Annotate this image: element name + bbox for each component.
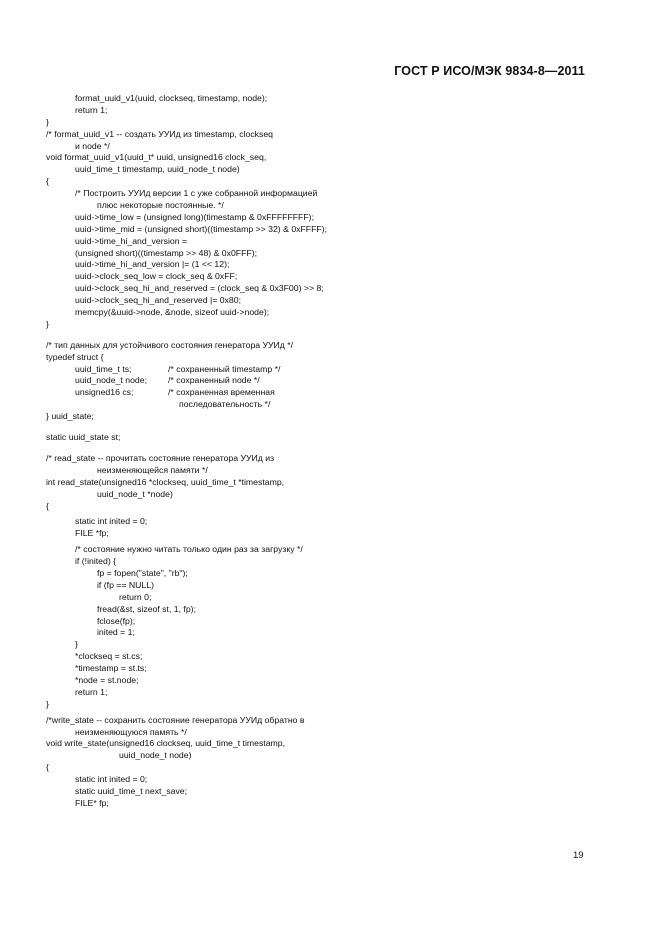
code-line xyxy=(46,699,616,711)
code-text: return 1; xyxy=(75,686,108,697)
code-line xyxy=(46,176,616,188)
code-line xyxy=(46,592,616,604)
code-text: typedef struct { xyxy=(46,351,104,362)
code-text: uuid->time_low = (unsigned long)(timestamp & 0xFFFFFFFF); xyxy=(75,211,314,222)
code-line xyxy=(46,616,616,628)
code-text: { xyxy=(46,500,49,511)
code-text: uuid->time_hi_and_version |= (1 << 12); xyxy=(75,259,230,270)
code-line xyxy=(46,399,616,411)
code-text: uuid_node_t *node) xyxy=(97,488,173,499)
code-line xyxy=(46,200,616,212)
code-line xyxy=(46,387,616,399)
line-gap xyxy=(46,444,616,453)
code-text: /* read_state -- прочитать состояние генератора УУИд из xyxy=(46,452,275,463)
code-text: uuid->clock_seq_hi_and_reserved = (clock_seq & 0x3F00) >> 8; xyxy=(75,283,324,294)
code-line xyxy=(46,556,616,568)
code-text: } uuid_state; xyxy=(46,411,94,422)
code-text: uuid->time_hi_and_version = xyxy=(75,235,188,246)
code-line xyxy=(46,738,616,750)
code-text: и node */ xyxy=(75,140,110,151)
code-line xyxy=(46,271,616,283)
code-line xyxy=(46,580,616,592)
code-line xyxy=(46,544,616,556)
code-line xyxy=(46,93,616,105)
line-gap xyxy=(46,423,616,432)
code-text: return 1; xyxy=(75,104,108,115)
code-line xyxy=(46,411,616,423)
code-line xyxy=(46,340,616,352)
code-text: static uuid_state st; xyxy=(46,432,121,443)
code-text: inited = 1; xyxy=(97,627,135,638)
code-text: if (fp == NULL) xyxy=(97,579,154,590)
document-header: ГОСТ Р ИСО/МЭК 9834-8—2011 xyxy=(394,64,585,78)
code-text: /* тип данных для устойчивого состояния генератора УУИд */ xyxy=(46,339,294,350)
code-text: void write_state(unsigned16 clockseq, uuid_time_t timestamp, xyxy=(46,738,286,749)
code-text: /* Построить УУИд версии 1 с уже собранной информацией xyxy=(75,188,318,199)
code-line xyxy=(46,687,616,699)
code-text: FILE *fp; xyxy=(75,528,109,539)
code-text: /*write_state -- сохранить состояние генератора УУИд обратно в xyxy=(46,714,305,725)
code-text: } xyxy=(46,318,49,329)
code-line xyxy=(46,283,616,295)
code-line xyxy=(46,212,616,224)
code-line xyxy=(46,307,616,319)
code-line xyxy=(46,117,616,129)
code-text: format_uuid_v1(uuid, clockseq, timestamp, node); xyxy=(75,93,268,103)
code-line xyxy=(46,774,616,786)
code-text: fread(&st, sizeof st, 1, fp); xyxy=(97,603,196,614)
code-text: memcpy(&uuid->node, &node, sizeof uuid->node); xyxy=(75,307,270,318)
code-line xyxy=(46,604,616,616)
code-line xyxy=(46,105,616,117)
code-line xyxy=(46,224,616,236)
code-text: *clockseq = st.cs; xyxy=(75,651,143,662)
code-line xyxy=(46,364,616,376)
code-text: uuid_time_t timestamp, uuid_node_t node) xyxy=(75,164,240,175)
code-line xyxy=(46,715,616,727)
code-text: *timestamp = st.ts; xyxy=(75,663,147,674)
code-text: FILE* fp; xyxy=(75,797,109,808)
code-text: (unsigned short)((timestamp >> 48) & 0x0FFF); xyxy=(75,247,258,258)
code-text: void format_uuid_v1(uuid_t* uuid, unsigned16 clock_seq, xyxy=(46,152,267,163)
code-line xyxy=(46,627,616,639)
code-text: /* format_uuid_v1 -- создать УУИд из timestamp, clockseq xyxy=(46,128,274,139)
code-line xyxy=(46,798,616,810)
code-listing xyxy=(46,93,616,810)
code-text: fclose(fp); xyxy=(97,615,136,626)
code-text: unsigned16 cs; xyxy=(75,387,134,398)
code-line xyxy=(46,465,616,477)
code-text: uuid->clock_seq_low = clock_seq & 0xFF; xyxy=(75,271,238,282)
code-line xyxy=(46,152,616,164)
code-line xyxy=(46,675,616,687)
code-line xyxy=(46,516,616,528)
code-text: static int inited = 0; xyxy=(75,516,148,527)
code-line xyxy=(46,236,616,248)
code-line xyxy=(46,762,616,774)
code-text: int read_state(unsigned16 *clockseq, uuid_time_t *timestamp, xyxy=(46,476,285,487)
code-line xyxy=(46,639,616,651)
code-text: /* состояние нужно читать только один раз за загрузку */ xyxy=(75,544,303,555)
code-text: static uuid_time_t next_save; xyxy=(75,785,188,796)
code-line xyxy=(46,375,616,387)
code-text: { xyxy=(46,762,49,773)
code-line xyxy=(46,501,616,513)
code-text: плюс некоторые постоянные. */ xyxy=(97,200,224,211)
code-line xyxy=(46,477,616,489)
code-line xyxy=(46,352,616,364)
code-text: } xyxy=(46,116,49,127)
code-line xyxy=(46,568,616,580)
code-text: if (!inited) { xyxy=(75,556,117,567)
code-line xyxy=(46,141,616,153)
code-line xyxy=(46,432,616,444)
code-text: uuid_node_t node; xyxy=(75,375,147,386)
code-line xyxy=(46,786,616,798)
code-text: { xyxy=(46,176,49,187)
code-text: } xyxy=(46,698,49,709)
code-line xyxy=(46,727,616,739)
code-line xyxy=(46,188,616,200)
code-comment: /* сохраненный node */ xyxy=(168,375,260,386)
code-comment: /* сохраненный timestamp */ xyxy=(168,363,281,374)
code-line xyxy=(46,651,616,663)
code-line xyxy=(46,528,616,540)
code-text: fp = fopen("state", "rb"); xyxy=(97,567,188,578)
code-line xyxy=(46,319,616,331)
code-line xyxy=(46,259,616,271)
code-line xyxy=(46,453,616,465)
code-text: неизменяющейся памяти */ xyxy=(97,464,208,475)
code-line xyxy=(46,750,616,762)
code-text: uuid->clock_seq_hi_and_reserved |= 0x80; xyxy=(75,295,241,306)
code-text: uuid_node_t node) xyxy=(119,750,192,761)
code-comment: /* сохраненная временная xyxy=(168,387,275,398)
code-line xyxy=(46,663,616,675)
code-line xyxy=(46,295,616,307)
code-line xyxy=(46,489,616,501)
code-text: *node = st.node; xyxy=(75,674,139,685)
code-text: } xyxy=(75,639,78,650)
code-line xyxy=(46,129,616,141)
code-line xyxy=(46,248,616,260)
code-text: static int inited = 0; xyxy=(75,774,148,785)
code-text: неизменяющуюся память */ xyxy=(75,726,187,737)
code-text: uuid->time_mid = (unsigned short)((timestamp >> 32) & 0xFFFF); xyxy=(75,223,328,234)
line-gap xyxy=(46,331,616,340)
code-line xyxy=(46,164,616,176)
code-text: последовательность */ xyxy=(179,399,271,410)
code-text: uuid_time_t ts; xyxy=(75,363,132,374)
page-number: 19 xyxy=(573,850,584,861)
code-text: return 0; xyxy=(119,591,152,602)
